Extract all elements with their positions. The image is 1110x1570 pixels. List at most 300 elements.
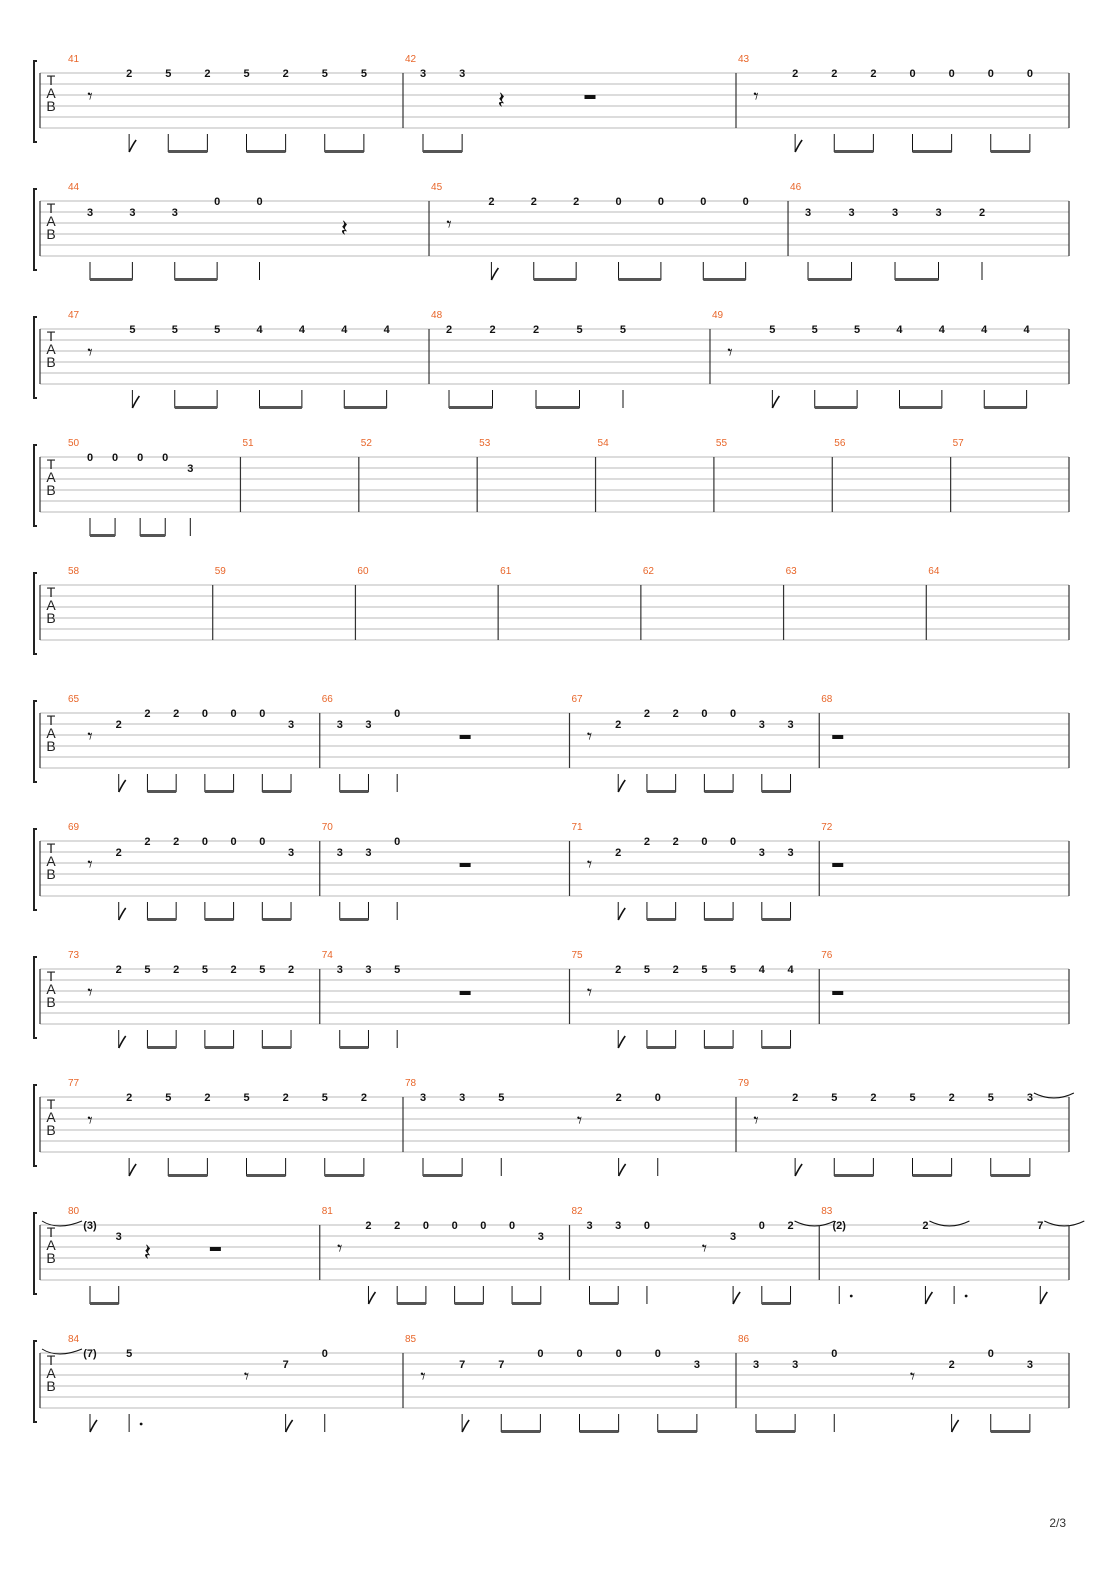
measure-number: 79 bbox=[738, 1078, 750, 1089]
fret-number: 0 bbox=[201, 836, 208, 848]
fret-number: 3 bbox=[129, 207, 136, 219]
tab-clef-letter: T bbox=[46, 456, 56, 472]
fret-number: 2 bbox=[394, 1220, 401, 1232]
fret-number: 0 bbox=[537, 1348, 544, 1360]
system-bracket bbox=[34, 1085, 37, 1166]
measure-number: 76 bbox=[821, 950, 833, 961]
fret-number: 0 bbox=[654, 1092, 661, 1104]
fret-number: 5 bbox=[811, 324, 818, 336]
fret-number: 2 bbox=[173, 964, 180, 976]
fret-number: 2 bbox=[948, 1092, 955, 1104]
fret-number: 2 bbox=[173, 836, 180, 848]
half-rest bbox=[210, 1247, 221, 1251]
fret-number: 0 bbox=[259, 708, 266, 720]
beam bbox=[175, 406, 217, 409]
beam bbox=[90, 278, 132, 281]
fret-number: 5 bbox=[701, 964, 708, 976]
half-rest bbox=[460, 863, 471, 867]
fret-number: 2 bbox=[948, 1359, 955, 1371]
eighth-flag bbox=[129, 140, 136, 152]
fret-number: 4 bbox=[256, 324, 263, 336]
tab-clef-letter: B bbox=[46, 98, 56, 114]
beam bbox=[147, 790, 176, 793]
fret-number: 5 bbox=[498, 1092, 505, 1104]
measure-number: 83 bbox=[821, 1206, 833, 1217]
beam bbox=[658, 1430, 697, 1433]
tab-clef-letter: A bbox=[46, 341, 56, 357]
eighth-flag bbox=[119, 908, 126, 920]
measure-number: 49 bbox=[711, 310, 724, 321]
fret-number: 0 bbox=[576, 1348, 583, 1360]
fret-number: 5 bbox=[854, 324, 861, 336]
fret-number: 2 bbox=[672, 708, 679, 720]
measure-number: 53 bbox=[479, 438, 491, 449]
fret-number: 4 bbox=[787, 964, 794, 976]
fret-number: 3 bbox=[287, 847, 295, 859]
eighth-flag bbox=[132, 396, 139, 408]
fret-number: 0 bbox=[201, 708, 208, 720]
fret-number: 0 bbox=[230, 708, 237, 720]
beam bbox=[340, 790, 369, 793]
measure-number: 60 bbox=[357, 566, 369, 577]
fret-number: 7 bbox=[498, 1359, 505, 1371]
eighth-flag bbox=[795, 140, 802, 152]
tab-clef-letter: B bbox=[46, 226, 56, 242]
measure-number: 45 bbox=[431, 182, 443, 193]
eighth-flag bbox=[119, 1036, 126, 1048]
fret-number: 2 bbox=[230, 964, 237, 976]
tab-clef-letter: A bbox=[46, 853, 56, 869]
fret-number: 0 bbox=[615, 1348, 622, 1360]
beam bbox=[90, 1302, 119, 1305]
beam bbox=[325, 150, 364, 153]
fret-number: 5 bbox=[360, 68, 367, 80]
eighth-flag bbox=[90, 1420, 97, 1432]
eighth-rest: 𝄾 bbox=[586, 852, 593, 876]
fret-number: 2 bbox=[204, 1092, 211, 1104]
beam bbox=[991, 150, 1030, 153]
fret-number: 2 bbox=[672, 836, 679, 848]
fret-number: 5 bbox=[129, 324, 136, 336]
eighth-flag bbox=[952, 1420, 959, 1432]
fret-number: 5 bbox=[321, 1092, 328, 1104]
fret-number: 3 bbox=[1026, 1092, 1033, 1104]
measure-number: 74 bbox=[321, 950, 333, 961]
eighth-rest: 𝄾 bbox=[701, 1236, 708, 1260]
beam bbox=[762, 790, 791, 793]
system-bracket bbox=[34, 189, 37, 270]
fret-number: 0 bbox=[701, 708, 708, 720]
system-bracket bbox=[34, 1213, 37, 1294]
fret-number: 7 bbox=[282, 1359, 289, 1371]
fret-number: 2 bbox=[282, 68, 289, 80]
fret-number: 0 bbox=[256, 196, 263, 208]
tab-clef-letter: A bbox=[46, 597, 56, 613]
fret-number: 3 bbox=[758, 719, 765, 731]
quarter-rest: 𝄽 bbox=[340, 214, 348, 242]
fret-number: 0 bbox=[909, 68, 916, 80]
fret-number: 2 bbox=[615, 719, 622, 731]
fret-number: 0 bbox=[987, 68, 994, 80]
beam bbox=[90, 534, 115, 537]
beam bbox=[340, 1046, 369, 1049]
beam bbox=[340, 918, 369, 921]
half-rest bbox=[460, 991, 471, 995]
tab-clef-letter: A bbox=[46, 981, 56, 997]
fret-number: 3 bbox=[935, 207, 942, 219]
tab-clef-letter: A bbox=[46, 1365, 56, 1381]
eighth-flag bbox=[286, 1420, 293, 1432]
eighth-rest: 𝄾 bbox=[243, 1364, 250, 1388]
eighth-flag bbox=[1040, 1292, 1047, 1304]
fret-number: (2) bbox=[832, 1220, 846, 1232]
fret-number: 3 bbox=[792, 1359, 799, 1371]
beam bbox=[991, 1174, 1030, 1177]
measure-number: 48 bbox=[431, 310, 443, 321]
fret-number: 3 bbox=[891, 207, 899, 219]
fret-number: 2 bbox=[870, 1092, 877, 1104]
fret-number: 2 bbox=[792, 1092, 799, 1104]
eighth-flag bbox=[129, 1164, 136, 1176]
eighth-flag bbox=[368, 1292, 375, 1304]
fret-number: 3 bbox=[336, 964, 343, 976]
tab-clef-letter: B bbox=[46, 1122, 56, 1138]
fret-number: 2 bbox=[573, 196, 580, 208]
fret-number: 3 bbox=[586, 1220, 593, 1232]
fret-number: 0 bbox=[230, 836, 237, 848]
measure-number: 61 bbox=[500, 566, 512, 577]
eighth-rest: 𝄾 bbox=[420, 1364, 426, 1388]
system-bracket bbox=[34, 829, 37, 910]
fret-number: 0 bbox=[422, 1220, 429, 1232]
fret-number: 2 bbox=[672, 964, 679, 976]
fret-number: 0 bbox=[758, 1220, 765, 1232]
system-bracket bbox=[34, 445, 37, 526]
eighth-flag bbox=[491, 268, 498, 280]
fret-number: 3 bbox=[537, 1231, 544, 1243]
fret-number: 2 bbox=[792, 68, 799, 80]
eighth-flag bbox=[772, 396, 779, 408]
beam bbox=[168, 150, 207, 153]
fret-number: 2 bbox=[870, 68, 877, 80]
measure-number: 70 bbox=[321, 822, 333, 833]
beam bbox=[260, 406, 302, 409]
fret-number: 3 bbox=[171, 207, 178, 219]
fret-number: 3 bbox=[419, 68, 427, 80]
fret-number: 0 bbox=[987, 1348, 994, 1360]
fret-number: 0 bbox=[214, 196, 221, 208]
beam bbox=[536, 406, 579, 409]
beam bbox=[325, 1174, 364, 1177]
beam bbox=[205, 918, 234, 921]
beam bbox=[205, 1046, 234, 1049]
tab-clef-letter: T bbox=[46, 1096, 56, 1112]
fret-number: 3 bbox=[804, 207, 812, 219]
beam bbox=[397, 1302, 426, 1305]
tab-clef-letter: T bbox=[46, 1224, 56, 1240]
fret-number: 2 bbox=[615, 1092, 622, 1104]
fret-number: 0 bbox=[654, 1348, 661, 1360]
eighth-rest: 𝄾 bbox=[87, 724, 93, 748]
beam bbox=[175, 278, 217, 281]
fret-number: 3 bbox=[615, 1220, 622, 1232]
whole-rest bbox=[832, 991, 843, 995]
beam bbox=[762, 1046, 791, 1049]
fret-number: 0 bbox=[657, 196, 664, 208]
fret-number: 0 bbox=[831, 1348, 838, 1360]
beam bbox=[590, 1302, 619, 1305]
eighth-flag bbox=[462, 1420, 469, 1432]
measure-number: 62 bbox=[642, 566, 654, 577]
measure-number: 46 bbox=[790, 182, 802, 193]
tab-clef-letter: T bbox=[46, 840, 56, 856]
beam bbox=[913, 150, 952, 153]
dot bbox=[965, 1295, 968, 1298]
system-bracket bbox=[34, 701, 37, 782]
beam bbox=[501, 1430, 540, 1433]
tab-clef-letter: T bbox=[46, 584, 56, 600]
measure-number: 72 bbox=[821, 822, 833, 833]
fret-number: 2 bbox=[615, 847, 622, 859]
eighth-flag bbox=[618, 780, 625, 792]
measure-number: 81 bbox=[321, 1206, 333, 1217]
fret-number: 4 bbox=[896, 324, 903, 336]
tab-clef-letter: B bbox=[46, 1250, 56, 1266]
beam bbox=[703, 278, 745, 281]
measure-number: 51 bbox=[242, 438, 254, 449]
fret-number: 3 bbox=[365, 719, 372, 731]
fret-number: 0 bbox=[112, 452, 119, 464]
measure-number: 84 bbox=[68, 1334, 80, 1345]
beam bbox=[984, 406, 1026, 409]
tab-clef-letter: B bbox=[46, 738, 56, 754]
measure-number: 82 bbox=[571, 1206, 583, 1217]
tab-clef-letter: T bbox=[46, 968, 56, 984]
measure-number: 42 bbox=[405, 54, 417, 65]
fret-number: 2 bbox=[204, 68, 211, 80]
fret-number: 0 bbox=[259, 836, 266, 848]
tab-clef-letter: T bbox=[46, 200, 56, 216]
system-bracket bbox=[34, 1341, 37, 1422]
fret-number: 3 bbox=[115, 1231, 122, 1243]
beam bbox=[247, 1174, 286, 1177]
fret-number: 5 bbox=[643, 964, 650, 976]
fret-number: 0 bbox=[1026, 68, 1033, 80]
beam bbox=[147, 1046, 176, 1049]
fret-number: 3 bbox=[419, 1092, 427, 1104]
eighth-rest: 𝄾 bbox=[87, 852, 93, 876]
measure-number: 86 bbox=[738, 1334, 750, 1345]
fret-number: 5 bbox=[165, 68, 172, 80]
beam bbox=[140, 534, 165, 537]
beam bbox=[899, 406, 941, 409]
measure-number: 77 bbox=[68, 1078, 80, 1089]
eighth-flag bbox=[618, 1036, 625, 1048]
fret-number: 5 bbox=[831, 1092, 838, 1104]
fret-number: 5 bbox=[171, 324, 178, 336]
measure-number: 78 bbox=[405, 1078, 417, 1089]
fret-number: 0 bbox=[86, 452, 94, 464]
page-number: 2/3 bbox=[1049, 1516, 1066, 1530]
fret-number: 3 bbox=[787, 719, 794, 731]
fret-number: 3 bbox=[336, 847, 343, 859]
beam bbox=[262, 1046, 291, 1049]
fret-number: 4 bbox=[298, 324, 305, 336]
beam bbox=[455, 1302, 484, 1305]
tab-clef-letter: A bbox=[46, 85, 56, 101]
fret-number: 2 bbox=[643, 836, 650, 848]
fret-number: 2 bbox=[144, 708, 151, 720]
fret-number: 3 bbox=[1026, 1359, 1033, 1371]
eighth-rest: 𝄾 bbox=[727, 340, 733, 364]
measure-number: 43 bbox=[738, 54, 750, 65]
fret-number: 0 bbox=[700, 196, 707, 208]
system-bracket bbox=[34, 957, 37, 1038]
beam bbox=[834, 150, 873, 153]
fret-number: 3 bbox=[187, 463, 194, 475]
tab-clef-letter: A bbox=[46, 1109, 56, 1125]
fret-number: 2 bbox=[489, 324, 496, 336]
fret-number: 7 bbox=[459, 1359, 466, 1371]
measure-number: 41 bbox=[68, 54, 80, 65]
tab-clef-letter: T bbox=[46, 72, 56, 88]
fret-number: 0 bbox=[394, 836, 401, 848]
fret-number: 2 bbox=[126, 1092, 133, 1104]
whole-rest bbox=[832, 863, 843, 867]
beam bbox=[512, 1302, 541, 1305]
measure-number: 80 bbox=[68, 1206, 80, 1217]
beam bbox=[205, 790, 234, 793]
beam bbox=[168, 1174, 207, 1177]
tab-clef-letter: A bbox=[46, 725, 56, 741]
eighth-rest: 𝄾 bbox=[87, 980, 93, 1004]
fret-number: 2 bbox=[144, 836, 151, 848]
tab-clef-letter: B bbox=[46, 482, 56, 498]
fret-number: 2 bbox=[115, 719, 122, 731]
fret-number: 3 bbox=[787, 847, 794, 859]
fret-number: 5 bbox=[987, 1092, 994, 1104]
beam bbox=[534, 278, 576, 281]
beam bbox=[834, 1174, 873, 1177]
fret-number: 2 bbox=[173, 708, 180, 720]
measure-number: 68 bbox=[821, 694, 833, 705]
measure-number: 56 bbox=[834, 438, 846, 449]
tab-clef-letter: B bbox=[46, 866, 56, 882]
measure-number: 59 bbox=[214, 566, 226, 577]
measure-number: 71 bbox=[571, 822, 583, 833]
beam bbox=[647, 918, 676, 921]
fret-number: 2 bbox=[643, 708, 650, 720]
half-rest bbox=[585, 95, 596, 99]
fret-number: 3 bbox=[287, 719, 295, 731]
system-bracket bbox=[34, 61, 37, 142]
fret-number: 4 bbox=[1023, 324, 1030, 336]
fret-number: 4 bbox=[938, 324, 945, 336]
beam bbox=[815, 406, 857, 409]
beam bbox=[756, 1430, 795, 1433]
fret-number: 3 bbox=[336, 719, 343, 731]
fret-number: 5 bbox=[165, 1092, 172, 1104]
fret-number: 3 bbox=[758, 847, 765, 859]
quarter-rest: 𝄽 bbox=[497, 86, 505, 114]
tab-clef-letter: B bbox=[46, 610, 56, 626]
beam bbox=[423, 150, 462, 153]
tab-clef-letter: T bbox=[46, 1352, 56, 1368]
fret-number: 3 bbox=[365, 964, 372, 976]
tab-clef-letter: A bbox=[46, 1237, 56, 1253]
measure-number: 50 bbox=[68, 438, 80, 449]
fret-number: 3 bbox=[730, 1231, 737, 1243]
beam bbox=[580, 1430, 619, 1433]
fret-number: 5 bbox=[144, 964, 151, 976]
fret-number: 0 bbox=[730, 836, 737, 848]
measure-number: 85 bbox=[405, 1334, 417, 1345]
eighth-rest: 𝄾 bbox=[446, 212, 452, 236]
fret-number: 5 bbox=[201, 964, 208, 976]
eighth-flag bbox=[618, 908, 625, 920]
measure-number: 44 bbox=[68, 182, 80, 193]
fret-number: 5 bbox=[769, 324, 776, 336]
fret-number: (7) bbox=[83, 1348, 97, 1360]
fret-number: 2 bbox=[282, 1092, 289, 1104]
fret-number: 2 bbox=[360, 1092, 367, 1104]
fret-number: 0 bbox=[615, 196, 622, 208]
measure-number: 54 bbox=[597, 438, 609, 449]
fret-number: (3) bbox=[83, 1220, 97, 1232]
beam bbox=[449, 406, 492, 409]
beam bbox=[262, 918, 291, 921]
eighth-flag bbox=[619, 1164, 626, 1176]
fret-number: 3 bbox=[693, 1359, 700, 1371]
fret-number: 3 bbox=[459, 1092, 466, 1104]
fret-number: 2 bbox=[365, 1220, 372, 1232]
fret-number: 5 bbox=[243, 68, 250, 80]
fret-number: 2 bbox=[126, 68, 133, 80]
fret-number: 2 bbox=[787, 1220, 794, 1232]
measure-number: 58 bbox=[68, 566, 80, 577]
fret-number: 0 bbox=[701, 836, 708, 848]
eighth-rest: 𝄾 bbox=[586, 724, 593, 748]
fret-number: 3 bbox=[365, 847, 372, 859]
beam bbox=[619, 278, 661, 281]
measure-number: 67 bbox=[571, 694, 583, 705]
measure-number: 69 bbox=[68, 822, 80, 833]
eighth-rest: 𝄾 bbox=[753, 1108, 759, 1132]
beam bbox=[991, 1430, 1030, 1433]
measure-number: 47 bbox=[68, 310, 80, 321]
eighth-rest: 𝄾 bbox=[753, 84, 759, 108]
fret-number: 5 bbox=[619, 324, 627, 336]
measure-number: 57 bbox=[952, 438, 964, 449]
eighth-rest: 𝄾 bbox=[87, 340, 93, 364]
measure-number: 55 bbox=[715, 438, 728, 449]
eighth-flag bbox=[733, 1292, 740, 1304]
tab-clef-letter: A bbox=[46, 469, 56, 485]
fret-number: 2 bbox=[922, 1220, 929, 1232]
whole-rest bbox=[832, 735, 843, 739]
tab-clef-letter: B bbox=[46, 354, 56, 370]
fret-number: 5 bbox=[576, 324, 583, 336]
beam bbox=[262, 790, 291, 793]
measure-number: 64 bbox=[928, 566, 940, 577]
fret-number: 4 bbox=[758, 964, 765, 976]
fret-number: 4 bbox=[341, 324, 348, 336]
beam bbox=[647, 1046, 676, 1049]
beam bbox=[762, 918, 791, 921]
fret-number: 7 bbox=[1037, 1220, 1044, 1232]
fret-number: 3 bbox=[848, 207, 855, 219]
fret-number: 5 bbox=[259, 964, 266, 976]
